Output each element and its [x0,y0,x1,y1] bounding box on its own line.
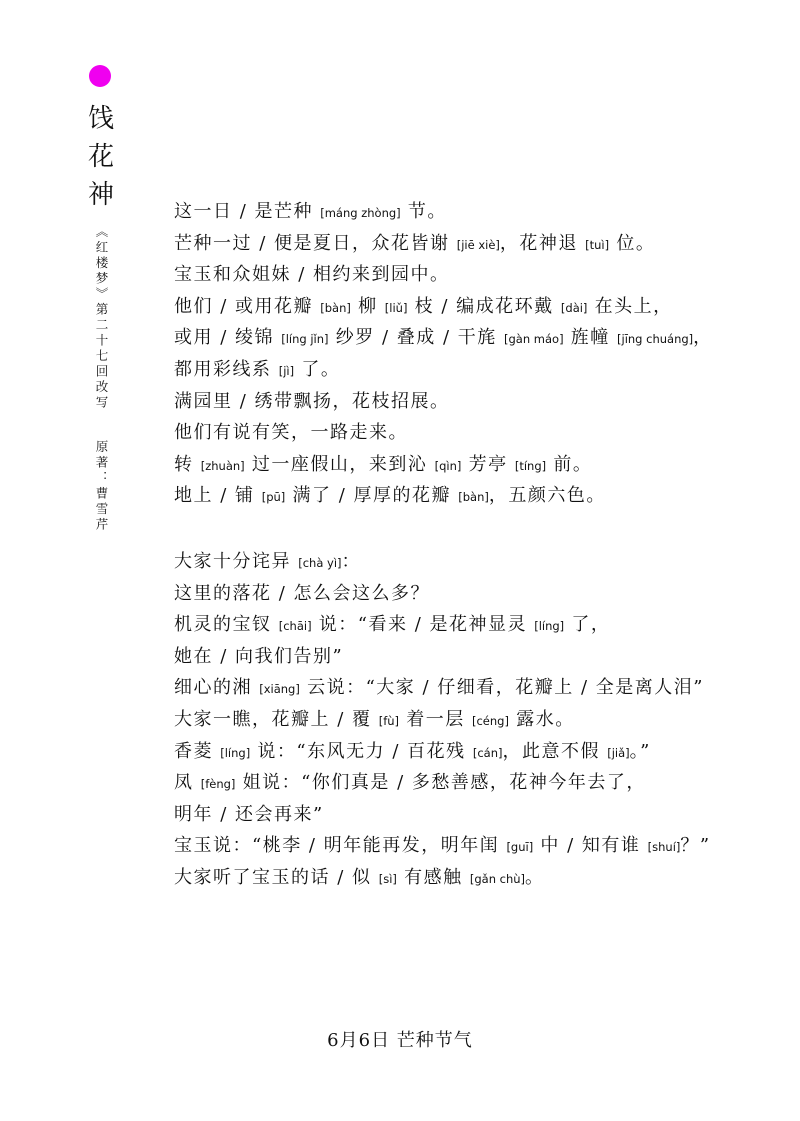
pinyin-annotation: [líng] [534,619,565,634]
pinyin-annotation: [máng zhòng] [320,206,401,220]
poem-line: 芒种一过 / 便是夏日，众花皆谢 [jiē xiè]，花神退 [tuì] 位。 [174,232,656,254]
poem-line: 大家十分诧异 [chà yì]： [174,550,362,572]
poem-line: 他们 / 或用花瓣 [bàn] 柳 [liǔ] 枝 / 编成花环戴 [dài] 在头上， [174,295,673,317]
poem-line: 凤 [fèng] 姐说：“你们真是 / 多愁善感，花神今年去了， [174,772,646,794]
title-char: 饯 [87,104,114,134]
source-book: 《红楼梦》第二十七回改写 [94,225,109,411]
pinyin-annotation: [zhuàn] [200,458,245,473]
poem-line: 满园里 / 绣带飘扬，花枝招展。 [174,390,450,412]
poem-line: 或用 / 绫锦 [líng jǐn] 纱罗 / 叠成 / 干旄 [gàn máo] 旌幢 [jīng chuáng]， [174,327,713,349]
poem-line: 这一日 / 是芒种 [máng zhòng] 节。 [174,201,447,222]
pinyin-annotation: [jiǎ] [607,745,630,760]
poem-line: 她在 / 向我们告别” [174,645,344,667]
pinyin-annotation: [tuì] [585,237,610,252]
poem-line: 明年 / 还会再来” [174,803,324,825]
pinyin-annotation: [jì] [278,363,295,378]
pinyin-annotation: [dài] [560,300,588,315]
pinyin-annotation: [céng] [472,713,509,728]
pinyin-annotation: [jīng chuáng] [617,332,694,347]
poem-line: 地上 / 铺 [pū] 满了 / 厚厚的花瓣 [bàn]，五颜六色。 [174,485,606,507]
pinyin-annotation: [xiāng] [259,682,300,697]
poem-line: 宝玉说：“桃李 / 明年能再发，明年闺 [guī] 中 / 知有谁 [shuí]？” [174,835,711,857]
pinyin-annotation: [cán] [472,745,503,760]
pinyin-annotation: [sì] [378,871,397,886]
pinyin-annotation: [bàn] [458,490,489,505]
author-credit: 原著：曹雪芹 [94,440,109,533]
pinyin-annotation: [gǎn chù] [469,871,526,886]
title-char: 神 [87,180,114,210]
pinyin-annotation: [jiē xiè] [456,237,500,252]
poem-line: 香菱 [líng] 说：“东风无力 / 百花残 [cán]，此意不假 [jiǎ]。” [174,740,651,762]
poem-line: 机灵的宝钗 [chāi] 说：“看来 / 是花神显灵 [líng] 了， [174,614,611,636]
pinyin-annotation: [qìn] [434,458,462,473]
pinyin-annotation: [chāi] [278,619,312,634]
poem-line: 都用彩线系 [jì] 了。 [174,358,341,380]
pinyin-annotation: [guī] [506,840,534,855]
poem-line: 这里的落花 / 怎么会这么多？ [174,582,431,604]
page-title [86,100,116,214]
pink-dot-icon [89,65,111,87]
poem-line: 宝玉和众姐妹 / 相约来到园中。 [174,264,450,286]
pinyin-annotation: [pū] [261,490,286,505]
stanza-gap [174,512,774,546]
pinyin-annotation: [chà yì] [298,555,342,570]
pinyin-annotation: [bàn] [320,300,351,315]
pinyin-annotation: [liǔ] [384,300,408,315]
poem-line: 细心的湘 [xiāng] 云说：“大家 / 仔细看，花瓣上 / 全是离人泪” [174,677,704,699]
poem-line: 他们有说有笑，一路走来。 [174,422,408,444]
poem-line: 转 [zhuàn] 过一座假山，来到沁 [qìn] 芳亭 [tíng] 前。 [174,453,593,475]
poem-line: 大家一瞧，花瓣上 / 覆 [fù] 着一层 [céng] 露水。 [174,708,575,730]
title-char: 花 [87,142,114,172]
pinyin-annotation: [líng jǐn] [281,332,329,347]
pinyin-annotation: [tíng] [514,458,547,473]
pinyin-annotation: [líng] [220,745,251,760]
pinyin-annotation: [gàn máo] [504,332,564,347]
pinyin-annotation: [fèng] [200,777,236,792]
pinyin-annotation: [shuí] [647,840,681,855]
poem-body [174,196,774,893]
footer-date: 6月6日 芒种节气 [327,1030,473,1051]
pinyin-annotation: [fù] [378,713,400,728]
poem-line: 大家听了宝玉的话 / 似 [sì] 有感触 [gǎn chù]。 [174,866,545,888]
